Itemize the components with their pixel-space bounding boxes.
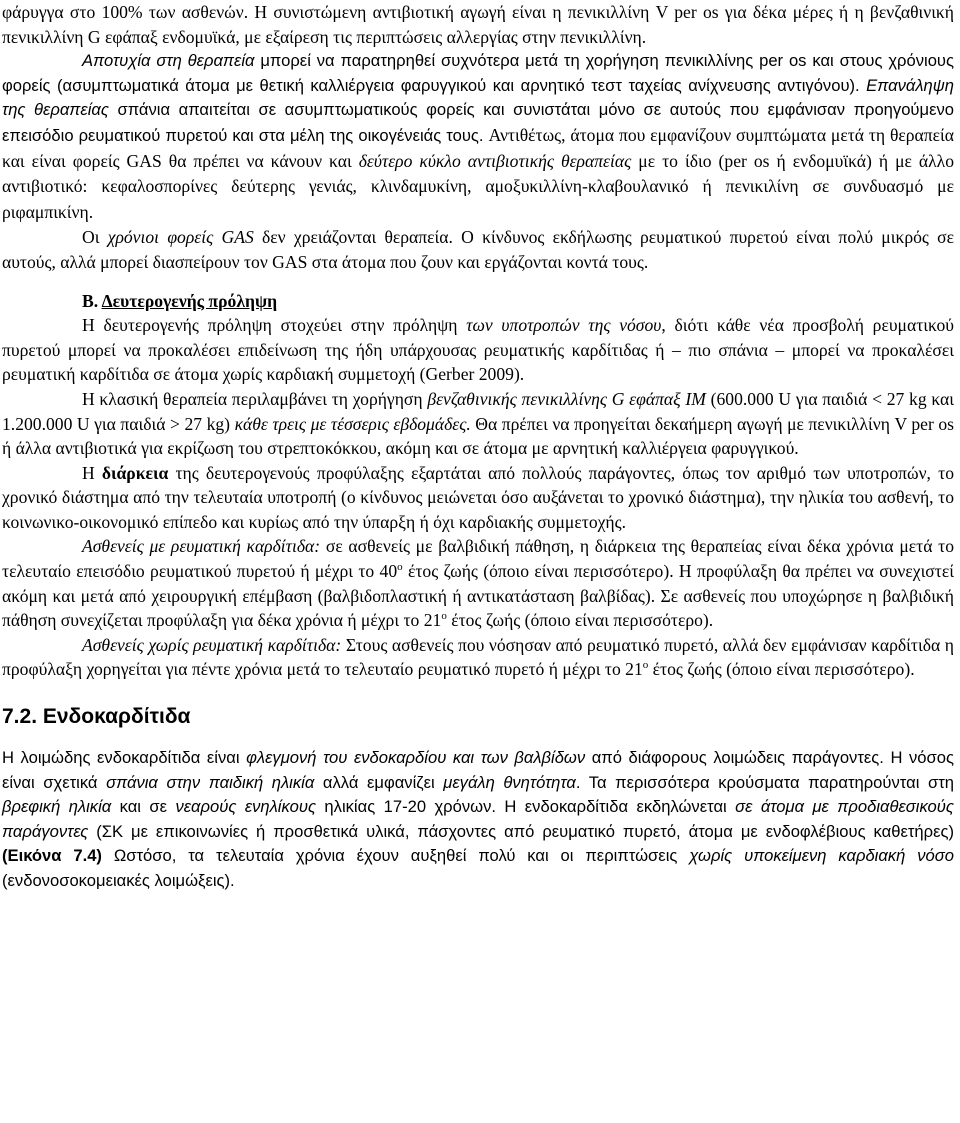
paragraph-with-carditis: Ασθενείς με ρευματική καρδίτιδα: σε ασθενείς με βαλβιδική πάθηση, η διάρκεια της θεραπείας είναι δέκα χρόνια μετά το τελευταίο επεισόδιο ρευματικού πυρετού ή μέχρι το $40^o$ έτος ζωής (όποιο είναι περισσότερο). Η προφύλαξη θα πρέπει να συνεχιστεί ακόμη και μετά από χειρουργική επέμβαση (βαλβιδοπλαστική ή αντικατάσταση βαλβίδας). Σε ασθενείς που υποχώρησε η βαλβιδική πάθηση συνεχίζεται προφύλαξη για δέκα χρόνια ή μέχρι το $21^o$ έτος ζωής (όποιο είναι περισσότερο).: [2, 536, 954, 631]
term-relapses: των υποτροπών της νόσου: [466, 315, 662, 336]
paragraph-secondary-prevention: Η δευτερογενής πρόληψη στοχεύει στην πρόληψη των υποτροπών της νόσου, διότι κάθε νέα προσβολή ρευματικού πυρετού μπορεί να προκαλέσει επιδείνωση της ήδη υπάρχουσας ρευματικής καρδίτιδας ή – πιο σπάνια – μπορεί να προκαλέσει ρευματική καρδίτιδα σε άτομα χωρίς καρδιακή συμμετοχή (Gerber 2009).: [2, 315, 954, 385]
section-number: 7.2.: [2, 705, 38, 729]
term-treatment-repeat: Επανάληψη της θεραπείας: [2, 75, 954, 120]
paragraph-duration: Η διάρκεια της δευτερογενούς προφύλαξης εξαρτάται από πολλούς παράγοντες, όπως τον αριθμό των υποτροπών, το χρονικό διάστημα από την τελευταία υποτροπή (ο κίνδυνος μειώνεται όσο αυξάνεται το χρονικό διάστημα), την ηλικία του ασθενή, το κοινωνικο-οικονομικό επίπεδο και κυρίως από την ύπαρξη ή όχι καρδιακής συμμετοχής.: [2, 462, 954, 532]
paragraph-endocarditis: Η λοιμώδης ενδοκαρδίτιδα είναι φλεγμονή του ενδοκαρδίου και των βαλβίδων από διάφορους λοιμώδεις παράγοντες. Η νόσος είναι σχετικά σπάνια στην παιδική ηλικία αλλά εμφανίζει μεγάλη θνητότητα. Τα περισσότερα κρούσματα παρατηρούνται στη βρεφική ηλικία και σε νεαρούς ενηλίκους ηλικίας 17-20 χρόνων. Η ενδοκαρδίτιδα εκδηλώνεται σε άτομα με προδιαθεσικούς παράγοντες (ΣΚ με επικοινωνίες ή προσθετικά υλικά, πάσχοντες από ρευματικό πυρετό, άτομα με ενδοφλέβιους καθετήρες) (Εικόνα 7.4) Ωστόσο, τα τελευταία χρόνια έχουν αυξηθεί πολύ και οι περιπτώσεις χωρίς υποκείμενη καρδιακή νόσο (ενδονοσοκομειακές λοιμώξεις).: [2, 748, 955, 890]
term-duration: διάρκεια: [101, 462, 169, 483]
term-second-course: δεύτερο κύκλο αντιβιοτικής θεραπείας: [358, 150, 632, 171]
term-every-3-4-weeks: κάθε τρεις με τέσσερις εβδομάδες.: [234, 413, 471, 434]
figure-reference: (Εικόνα 7.4): [2, 846, 102, 866]
term-benzathine-penicillin: βενζαθινικής πενικιλλίνης G εφάπαξ IM: [427, 388, 706, 409]
paragraph-antibiotic-treatment: φάρυγγα στο 100% των ασθενών. Η συνιστώμενη αντιβιοτική αγωγή είναι η πενικιλλίνη V per os για δέκα μέρες ή η βενζαθινική πενικιλλίνη G εφάπαξ ενδομυϊκά, με εξαίρεση τις περιπτώσεις αλλεργίας στην πενικιλλίνη.: [2, 2, 954, 47]
term-chronic-carriers: χρόνιοι φορείς GAS: [107, 227, 254, 248]
paragraph-chronic-carriers: Οι χρόνιοι φορείς GAS δεν χρειάζονται θεραπεία. Ο κίνδυνος εκδήλωσης ρευματικού πυρετού είναι πολύ μικρός σε αυτούς, αλλά μπορεί διασπείρουν τον GAS στα άτομα που ζουν και εργάζονται κοντά τους.: [2, 227, 954, 272]
subheading-title: Δευτερογενής πρόληψη: [101, 290, 278, 311]
subheading-secondary-prevention: Β. Δευτερογενής πρόληψη: [82, 290, 278, 311]
paragraph-treatment-failure: Αποτυχία στη θεραπεία μπορεί να παρατηρηθεί συχνότερα μετά τη χορήγηση πενικιλλίνης per os και στους χρόνιους φορείς (ασυμπτωματικά άτομα με θετική καλλιέργεια φαρυγγικού και αρνητικό τεστ ταχείας ανίχνευσης αντιγόνου). Επανάληψη της θεραπείας σπάνια απαιτείται σε ασυμπτωματικούς φορείς και συνιστάται μόνο σε αυτούς που εμφάνισαν προηγούμενο επεισόδιο ρευματικού πυρετού και στα μέλη της οικογένειάς τους. Αντιθέτως, άτομα που εμφανίζουν συμπτώματα μετά τη θεραπεία και είναι φορείς GAS θα πρέπει να κάνουν και δεύτερο κύκλο αντιβιοτικής θεραπείας με το ίδιο (per os ή ενδομυϊκά) ή με άλλο αντιβιοτικό: κεφαλοσπορίνες δεύτερης γενιάς, κλινδαμυκίνη, αμοξυκιλλίνη-κλαβουλανικό ή πενικιλίνη σε συνδυασμό με ριφαμπικίνη.: [2, 51, 955, 222]
section-title: Ενδοκαρδίτιδα: [42, 705, 191, 729]
paragraph-without-carditis: Ασθενείς χωρίς ρευματική καρδίτιδα: Στους ασθενείς που νόσησαν από ρευματικό πυρετό, αλλά δεν εμφάνισαν καρδίτιδα η προφύλαξη χορηγείται για πέντε χρόνια μετά το τελευταίο ρευματικό πυρετό ή μέχρι το $21^o$ έτος ζωής (όποιο είναι περισσότερο).: [2, 634, 954, 680]
term-treatment-failure: Αποτυχία στη θεραπεία: [82, 51, 255, 71]
section-heading-endocarditis: [2, 702, 954, 732]
term-with-carditis: Ασθενείς με ρευματική καρδίτιδα:: [82, 536, 321, 557]
term-without-carditis: Ασθενείς χωρίς ρευματική καρδίτιδα:: [82, 634, 342, 655]
paragraph-classic-therapy: Η κλασική θεραπεία περιλαμβάνει τη χορήγηση βενζαθινικής πενικιλλίνης G εφάπαξ IM (600.000 U για παιδιά < 27 kg και 1.200.000 U για παιδιά > 27 kg) κάθε τρεις με τέσσερις εβδομάδες. Θα πρέπει να προηγείται δεκαήμερη αγωγή με πενικιλλίνη V per os ή άλλα αντιβιοτικά για εκρίζωση του στρεπτοκόκκου, ακόμη και σε άτομα με αρνητική καλλιέργεια φαρυγγικού.: [2, 388, 955, 459]
